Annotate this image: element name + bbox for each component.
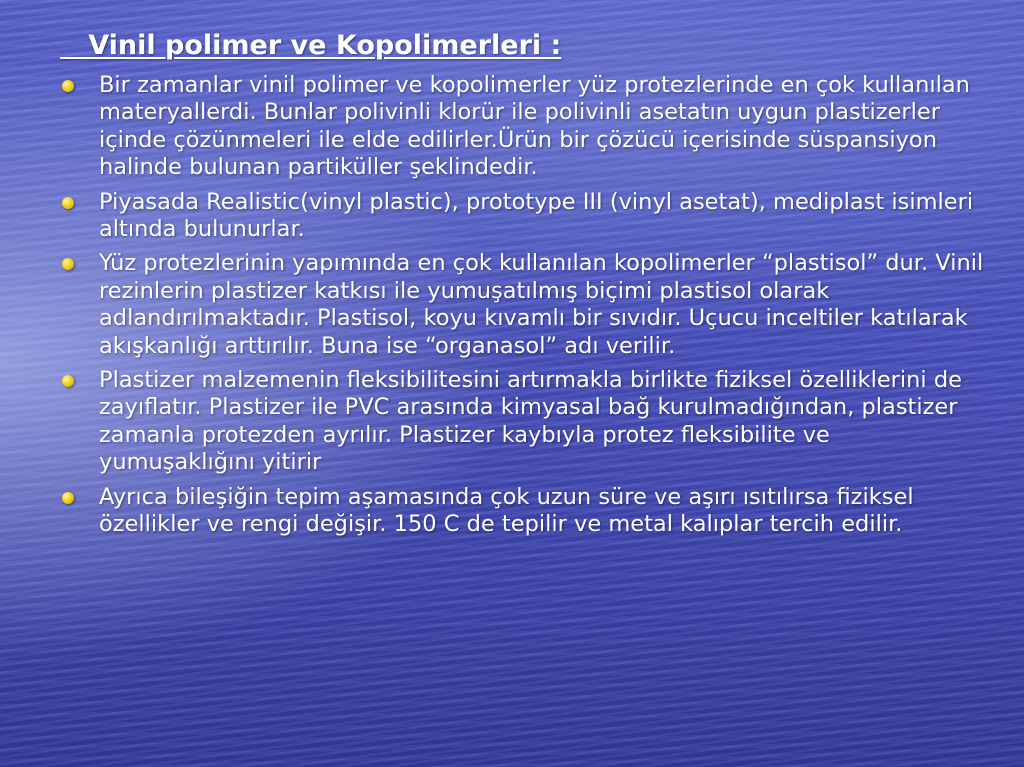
bullet-item bbox=[60, 72, 990, 182]
bullet-text: Plastizer malzemenin fleksibilitesini artırmakla birlikte fiziksel özelliklerini de zayıflatır. Plastizer ile PVC arasında kimyasal bağ kurulmadığından, plastizer zamanla protezden ayrılır. Plastizer kaybıyla protez fleksibilite ve yumuşaklığını yitirir bbox=[99, 367, 962, 476]
bullet-text: Bir zamanlar vinil polimer ve kopolimerler yüz protezlerinde en çok kullanılan materyallerdi. Bunlar polivinli klorür ile polivinli asetatın uygun plastizerler içinde çözünmeleri ile elde edilirler.Ürün bir çözücü içerisinde süspansiyon halinde bulunan partiküller şeklindedir. bbox=[99, 72, 970, 181]
bullet-item bbox=[60, 250, 990, 360]
bullet-point-icon bbox=[62, 258, 74, 270]
bullet-point-icon bbox=[62, 375, 74, 387]
bullet-list bbox=[60, 72, 990, 546]
bullet-item bbox=[60, 484, 990, 539]
bullet-text: Yüz protezlerinin yapımında en çok kullanılan kopolimerler “plastisol” dur. Vinil rezinlerin plastizer katkısı ile yumuşatılmış biçimi plastisol olarak adlandırılmaktadır. Plastisol, koyu kıvamlı bir sıvıdır. Uçucu inceltiler katılarak akışkanlığı arttırılır. Buna ise “organasol” adı verilir. bbox=[99, 250, 984, 359]
bullet-text: Piyasada Realistic(vinyl plastic), prototype III (vinyl asetat), mediplast isimleri altında bulunurlar. bbox=[99, 188, 974, 243]
bullet-item bbox=[60, 367, 990, 477]
bullet-point-icon bbox=[62, 197, 74, 209]
bullet-item bbox=[60, 189, 990, 244]
slide-title: Vinil polimer ve Kopolimerleri : bbox=[60, 30, 562, 61]
bullet-point-icon bbox=[62, 80, 74, 92]
bullet-text: Ayrıca bileşiğin tepim aşamasında çok uzun süre ve aşırı ısıtılırsa fiziksel özellikler ve rengi değişir. 150 C de tepilir ve metal kalıplar tercih edilir. bbox=[99, 483, 914, 538]
bullet-point-icon bbox=[62, 492, 74, 504]
